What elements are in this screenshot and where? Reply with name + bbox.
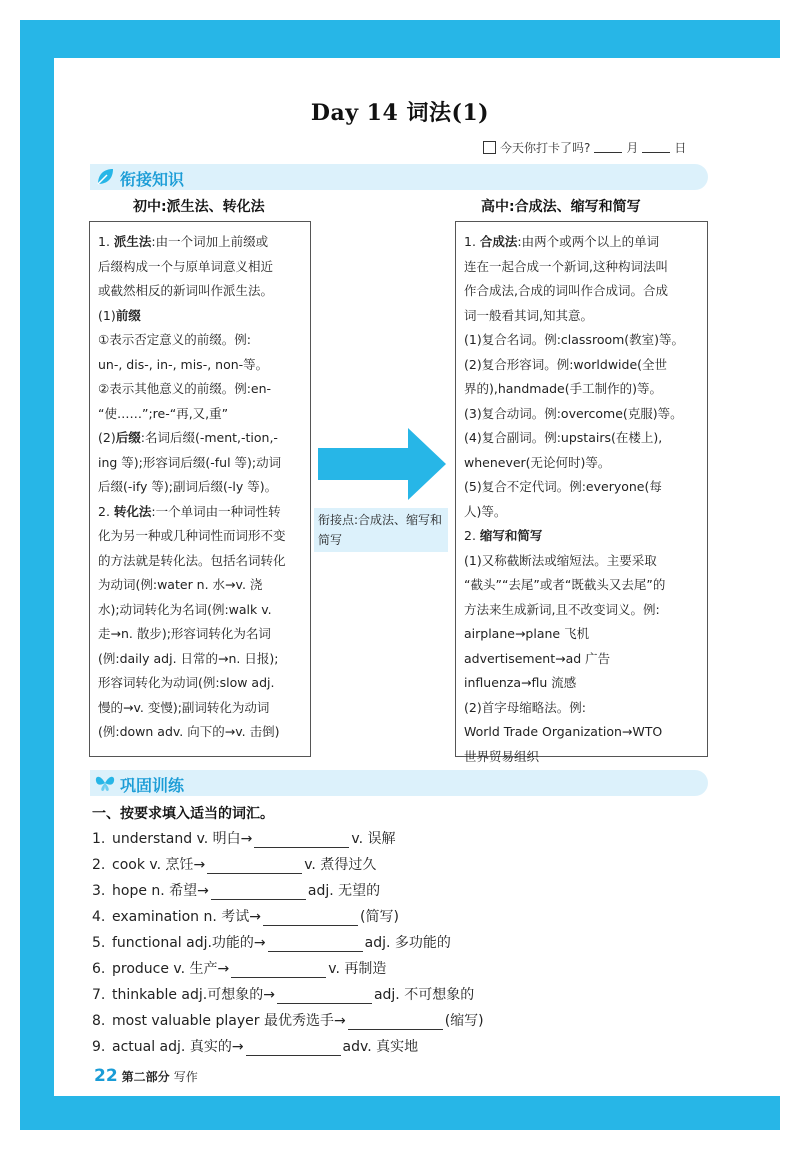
right-line — [464, 426, 699, 451]
checkin-text: 今天你打卡了吗? — [500, 141, 591, 155]
exercise-item — [92, 1034, 484, 1060]
left-line — [98, 304, 302, 329]
right-line — [464, 696, 699, 721]
line-text: 世界贸易组织 — [464, 748, 540, 764]
frame-bottom — [20, 1096, 780, 1130]
left-line — [98, 720, 302, 745]
left-line — [98, 500, 302, 525]
left-line — [98, 230, 302, 255]
line-text: un-, dis-, in-, mis-, non-等。 — [98, 356, 269, 372]
exercise-prompt: most valuable player 最优秀选手→ — [112, 1013, 346, 1029]
line-text: 后缀(-ify 等);副词后缀(-ly 等)。 — [98, 479, 278, 494]
left-line — [98, 671, 302, 696]
exercise-number: 1. — [92, 831, 106, 847]
exercise-prompt: actual adj. 真实的→ — [112, 1039, 244, 1055]
exercise-number: 4. — [92, 909, 106, 925]
exercise-prompt: produce v. 生产→ — [112, 961, 230, 977]
exercise-hint: (简写) — [359, 909, 399, 925]
answer-blank[interactable] — [263, 909, 358, 926]
right-line — [464, 720, 699, 745]
leaf-icon — [94, 166, 116, 188]
line-number: (1) — [98, 307, 116, 323]
right-line — [464, 598, 699, 623]
line-text: (4)复合副词。例:upstairs(在楼上), — [464, 430, 663, 445]
answer-blank[interactable] — [268, 935, 363, 952]
line-text: (3)复合动词。例:overcome(克服)等。 — [464, 405, 683, 421]
line-text: 水);动词转化为名词(例:walk v. — [98, 601, 272, 617]
line-term: 后缀 — [115, 430, 141, 445]
left-line — [98, 598, 302, 623]
butterfly-icon — [94, 772, 116, 794]
line-text: (2)首字母缩略法。例: — [464, 699, 586, 715]
right-line — [464, 573, 699, 598]
exercise-hint: adj. 无望的 — [307, 883, 381, 899]
section-label-practice: 巩固训练 — [120, 776, 185, 795]
right-line — [464, 549, 699, 574]
answer-blank[interactable] — [207, 857, 302, 874]
line-text: 方法来生成新词,且不改变词义。例: — [464, 601, 660, 617]
exercise-hint: (缩写) — [444, 1013, 484, 1029]
exercise-item — [92, 956, 484, 982]
month-blank[interactable] — [594, 142, 622, 153]
page-number: 22 — [94, 1066, 118, 1086]
footer-section: 写作 — [173, 1070, 198, 1084]
exercise-prompt: thinkable adj.可想象的→ — [112, 987, 275, 1003]
right-line — [464, 328, 699, 353]
line-text: whenever(无论何时)等。 — [464, 454, 611, 470]
right-arrow-icon — [318, 428, 448, 500]
left-line — [98, 426, 302, 451]
left-line — [98, 549, 302, 574]
left-line — [98, 696, 302, 721]
line-text: 作合成法,合成的词叫作合成词。合成 — [464, 283, 668, 298]
line-term: 合成法 — [479, 234, 518, 249]
answer-blank[interactable] — [348, 1013, 443, 1030]
line-text: airplane→plane 飞机 — [464, 626, 590, 641]
right-line — [464, 353, 699, 378]
answer-blank[interactable] — [254, 831, 349, 848]
line-text: :名词后缀(-ment,-tion,- — [140, 430, 278, 445]
line-text: 连在一起合成一个新词,这种构词法叫 — [464, 258, 668, 274]
left-content-box — [89, 221, 311, 757]
line-text: 走→n. 散步);形容词转化为名词 — [98, 626, 271, 641]
line-text: 后缀构成一个与原单词意义相近 — [98, 258, 274, 274]
line-text: (5)复合不定代词。例:everyone(每 — [464, 479, 662, 494]
line-text: :一个单词由一种词性转 — [151, 503, 281, 519]
exercise-item — [92, 878, 484, 904]
left-lines — [98, 230, 302, 745]
line-text: ①表示否定意义的前缀。例: — [98, 332, 251, 347]
line-term: 派生法 — [113, 234, 152, 249]
exercise-number: 5. — [92, 935, 106, 951]
answer-blank[interactable] — [246, 1039, 341, 1056]
line-text: 为动词(例:water n. 水→v. 浇 — [98, 577, 263, 592]
answer-blank[interactable] — [211, 883, 306, 900]
line-text: “截头”“去尾”或者“既截头又去尾”的 — [464, 577, 666, 592]
right-line — [464, 304, 699, 329]
left-column-heading: 初中:派生法、转化法 — [133, 199, 265, 215]
exercise-heading: 一、按要求填入适当的词汇。 — [92, 806, 274, 822]
footer-part: 第二部分 — [121, 1070, 170, 1084]
day-blank[interactable] — [642, 142, 670, 153]
exercise-list — [92, 826, 484, 1060]
right-line — [464, 500, 699, 525]
line-number: 2. — [464, 528, 480, 543]
section-bar-practice — [90, 770, 708, 796]
left-line — [98, 377, 302, 402]
exercise-item — [92, 1008, 484, 1034]
day-label: 日 — [674, 141, 687, 155]
frame-top — [20, 20, 780, 58]
line-text: 的方法就是转化法。包括名词转化 — [98, 552, 286, 568]
exercise-item — [92, 930, 484, 956]
line-text: (1)复合名词。例:classroom(教室)等。 — [464, 332, 685, 347]
exercise-item — [92, 904, 484, 930]
line-term: 转化法 — [113, 503, 152, 519]
left-line — [98, 524, 302, 549]
left-line — [98, 255, 302, 280]
left-line — [98, 451, 302, 476]
line-text: 形容词转化为动词(例:slow adj. — [98, 675, 275, 690]
answer-blank[interactable] — [277, 987, 372, 1004]
right-content-box — [455, 221, 708, 764]
line-text: ing 等);形容词后缀(-ful 等);动词 — [98, 454, 282, 470]
footer — [94, 1066, 198, 1086]
frame-left — [20, 20, 54, 1130]
line-text: 人)等。 — [464, 503, 507, 519]
line-text: advertisement→ad 广告 — [464, 650, 611, 666]
right-line — [464, 279, 699, 304]
line-text: 或截然相反的新词叫作派生法。 — [98, 283, 274, 298]
line-text: (2)复合形容词。例:worldwide(全世 — [464, 356, 668, 372]
line-term: 缩写和简写 — [479, 528, 543, 543]
line-text: (例:daily adj. 日常的→n. 日报); — [98, 650, 279, 666]
line-text: World Trade Organization→WTO — [464, 724, 663, 739]
right-line — [464, 671, 699, 696]
exercise-number: 2. — [92, 857, 106, 873]
checkin-row — [483, 139, 686, 156]
line-text: :由两个或两个以上的单词 — [517, 234, 660, 249]
line-text: (例:down adv. 向下的→v. 击倒) — [98, 724, 280, 739]
line-term: 前缀 — [115, 307, 141, 323]
line-number: (2) — [98, 430, 116, 445]
line-number: 1. — [464, 234, 480, 249]
line-number: 2. — [98, 503, 114, 519]
checkin-checkbox[interactable] — [483, 141, 496, 154]
left-line — [98, 328, 302, 353]
right-line — [464, 745, 699, 770]
line-text: influenza→flu 流感 — [464, 675, 577, 690]
line-text: (1)又称截断法或缩短法。主要采取 — [464, 552, 657, 568]
line-text: 词一般看其词,知其意。 — [464, 307, 593, 323]
page-title: Day 14 词法(1) — [310, 100, 490, 126]
right-column-heading: 高中:合成法、缩写和简写 — [481, 199, 641, 215]
right-line — [464, 255, 699, 280]
line-text: 界的),handmade(手工制作的)等。 — [464, 381, 663, 396]
left-line — [98, 279, 302, 304]
left-line — [98, 353, 302, 378]
exercise-hint: adj. 多功能的 — [364, 935, 451, 951]
line-number: 1. — [98, 234, 114, 249]
exercise-number: 9. — [92, 1039, 106, 1055]
exercise-prompt: cook v. 烹饪→ — [112, 857, 206, 873]
left-line — [98, 647, 302, 672]
line-text: :由一个词加上前缀或 — [151, 234, 269, 249]
exercise-prompt: functional adj.功能的→ — [112, 935, 266, 951]
line-text: 慢的→v. 变慢);副词转化为动词 — [98, 699, 270, 715]
right-line — [464, 622, 699, 647]
exercise-item — [92, 826, 484, 852]
exercise-hint: adv. 真实地 — [342, 1039, 419, 1055]
exercise-hint: v. 煮得过久 — [304, 857, 377, 873]
link-point: 衔接点:合成法、缩写和简写 — [314, 508, 448, 552]
exercise-item — [92, 852, 484, 878]
section-bar-knowledge — [90, 164, 708, 190]
right-line — [464, 524, 699, 549]
right-line — [464, 451, 699, 476]
line-text: ②表示其他意义的前缀。例:en- — [98, 381, 272, 396]
exercise-hint: v. 再制造 — [328, 961, 387, 977]
exercise-number: 7. — [92, 987, 106, 1003]
left-line — [98, 402, 302, 427]
line-text: 化为另一种或几种词性而词形不变 — [98, 528, 286, 543]
exercise-number: 3. — [92, 883, 106, 899]
answer-blank[interactable] — [231, 961, 326, 978]
exercise-prompt: hope n. 希望→ — [112, 883, 209, 899]
month-label: 月 — [626, 141, 639, 155]
exercise-number: 8. — [92, 1013, 106, 1029]
section-label-knowledge: 衔接知识 — [120, 170, 185, 189]
left-line — [98, 622, 302, 647]
exercise-hint: adj. 不可想象的 — [373, 987, 475, 1003]
exercise-hint: v. 误解 — [351, 831, 396, 847]
exercise-number: 6. — [92, 961, 106, 977]
right-line — [464, 475, 699, 500]
right-line — [464, 377, 699, 402]
left-line — [98, 573, 302, 598]
line-text: “使……”;re-“再,又,重” — [98, 405, 229, 421]
right-lines — [464, 230, 699, 769]
exercise-prompt: understand v. 明白→ — [112, 831, 253, 847]
left-line — [98, 475, 302, 500]
right-line — [464, 647, 699, 672]
exercise-item — [92, 982, 484, 1008]
right-line — [464, 402, 699, 427]
exercise-prompt: examination n. 考试→ — [112, 909, 261, 925]
right-line — [464, 230, 699, 255]
